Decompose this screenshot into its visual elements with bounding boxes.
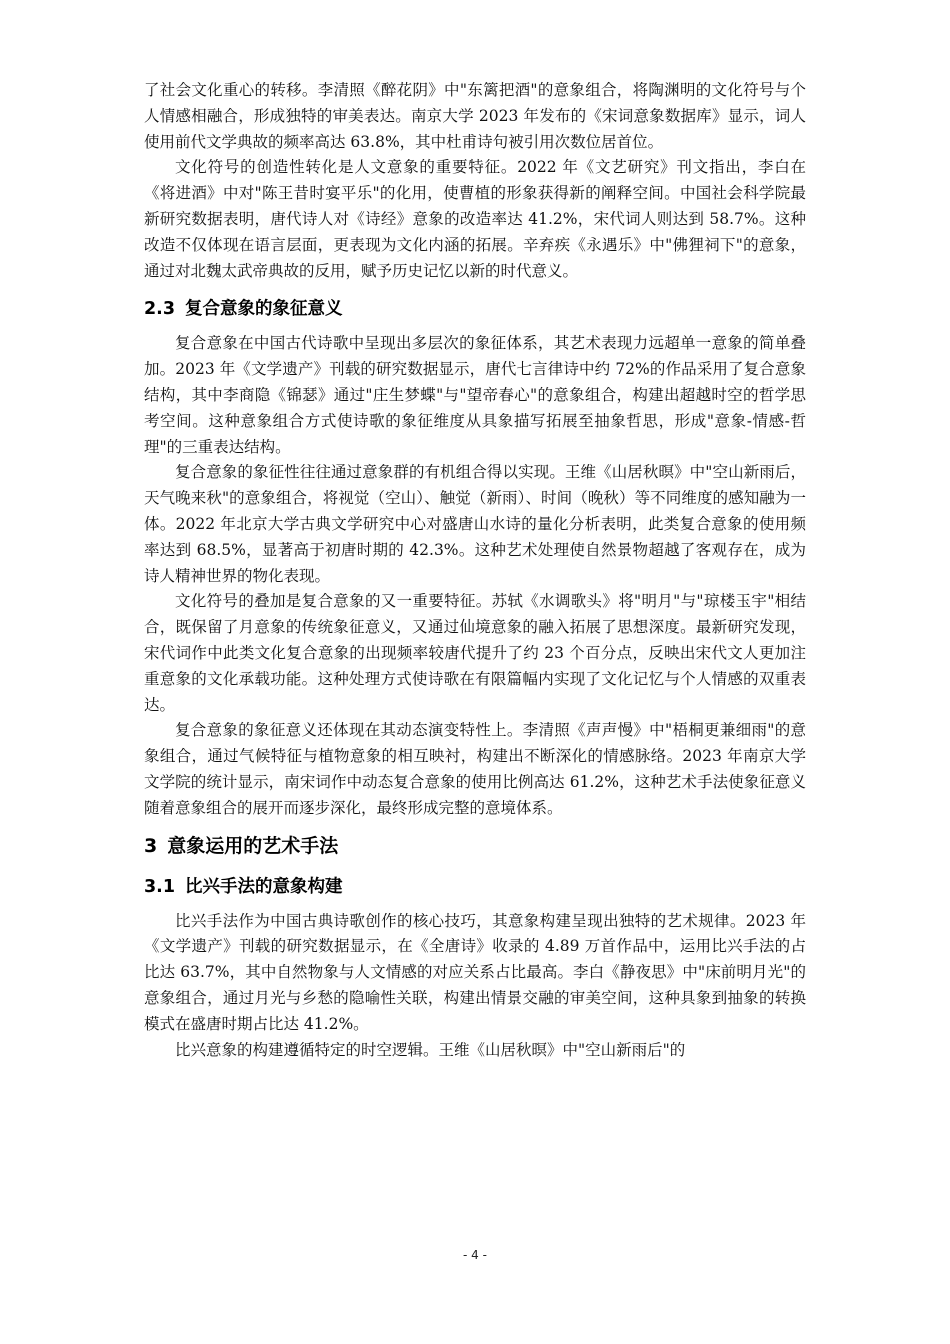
section-title: 比兴手法的意象构建: [185, 876, 343, 897]
section-title: 复合意象的象征意义: [185, 299, 343, 320]
section-number: 2.3: [144, 299, 176, 320]
section-heading-2-3: [144, 296, 806, 322]
body-paragraph: 复合意象在中国古代诗歌中呈现出多层次的象征体系，其艺术表现力远超单一意象的简单叠加。2023 年《文学遗产》刊载的研究数据显示，唐代七言律诗中约 72%的作品采用了复合意象结构，其中李商隐《锦瑟》通过"庄生梦蝶"与"望帝春心"的意象组合，构建出超越时空的哲学思考空间。这种意象组合方式使诗歌的象征维度从具象描写拓展至抽象哲思，形成"意象-情感-哲理"的三重表达结构。: [144, 334, 806, 456]
body-paragraph: 比兴手法作为中国古典诗歌创作的核心技巧，其意象构建呈现出独特的艺术规律。2023 年《文学遗产》刊载的研究数据显示，在《全唐诗》收录的 4.89 万首作品中，运用比兴手法的占比达 63.7%，其中自然物象与人文情感的对应关系占比最高。李白《静夜思》中"床前明月光"的意象组合，通过月光与乡愁的隐喻性关联，构建出情景交融的审美空间，这种具象到抽象的转换模式在盛唐时期占比达 41.2%。: [144, 911, 806, 1033]
section-number: 3.1: [144, 876, 176, 897]
body-paragraph: 复合意象的象征意义还体现在其动态演变特性上。李清照《声声慢》中"梧桐更兼细雨"的意象组合，通过气候特征与植物意象的相互映衬，构建出不断深化的情感脉络。2023 年南京大学文学院的统计显示，南宋词作中动态复合意象的使用比例高达 61.2%，这种艺术手法使象征意义随着意象组合的展开而逐步深化，最终形成完整的意境体系。: [144, 721, 806, 817]
body-paragraph: 文化符号的创造性转化是人文意象的重要特征。2022 年《文艺研究》刊文指出，李白在《将进酒》中对"陈王昔时宴平乐"的化用，使曹植的形象获得新的阐释空间。中国社会科学院最新研究数据表明，唐代诗人对《诗经》意象的改造率达 41.2%，宋代词人则达到 58.7%。这种改造不仅体现在语言层面，更表现为文化内涵的拓展。辛弃疾《永遇乐》中"佛狸祠下"的意象，通过对北魏太武帝典故的反用，赋予历史记忆以新的时代意义。: [144, 158, 806, 280]
body-paragraph: 比兴意象的构建遵循特定的时空逻辑。王维《山居秋暝》中"空山新雨后"的: [175, 1040, 686, 1059]
chapter-title: 意象运用的艺术手法: [167, 834, 339, 857]
body-paragraph: 了社会文化重心的转移。李清照《醉花阴》中"东篱把酒"的意象组合，将陶渊明的文化符号与个人情感相融合，形成独特的审美表达。南京大学 2023 年发布的《宋词意象数据库》显示，词人使用前代文学典故的频率高达 63.8%，其中杜甫诗句被引用次数位居首位。: [144, 81, 806, 151]
body-paragraph: 文化符号的叠加是复合意象的又一重要特征。苏轼《水调歌头》将"明月"与"琼楼玉宇"相结合，既保留了月意象的传统象征意义，又通过仙境意象的融入拓展了思想深度。最新研究发现，宋代词作中此类文化复合意象的出现频率较唐代提升了约 23 个百分点，反映出宋代文人更加注重意象的文化承载功能。这种处理方式使诗歌在有限篇幅内实现了文化记忆与个人情感的双重表达。: [144, 592, 806, 714]
chapter-heading-3: [144, 832, 806, 860]
body-paragraph: 复合意象的象征性往往通过意象群的有机组合得以实现。王维《山居秋暝》中"空山新雨后，天气晚来秋"的意象组合，将视觉（空山）、触觉（新雨）、时间（晚秋）等不同维度的感知融为一体。2022 年北京大学古典文学研究中心对盛唐山水诗的量化分析表明，此类复合意象的使用频率达到 68.5%，显著高于初唐时期的 42.3%。这种艺术处理使自然景物超越了客观存在，成为诗人精神世界的物化表现。: [144, 463, 806, 585]
page-number: - 4 -: [463, 1248, 487, 1262]
chapter-number: 3: [144, 834, 158, 857]
section-heading-3-1: [144, 874, 806, 900]
page-body: [144, 78, 806, 1063]
